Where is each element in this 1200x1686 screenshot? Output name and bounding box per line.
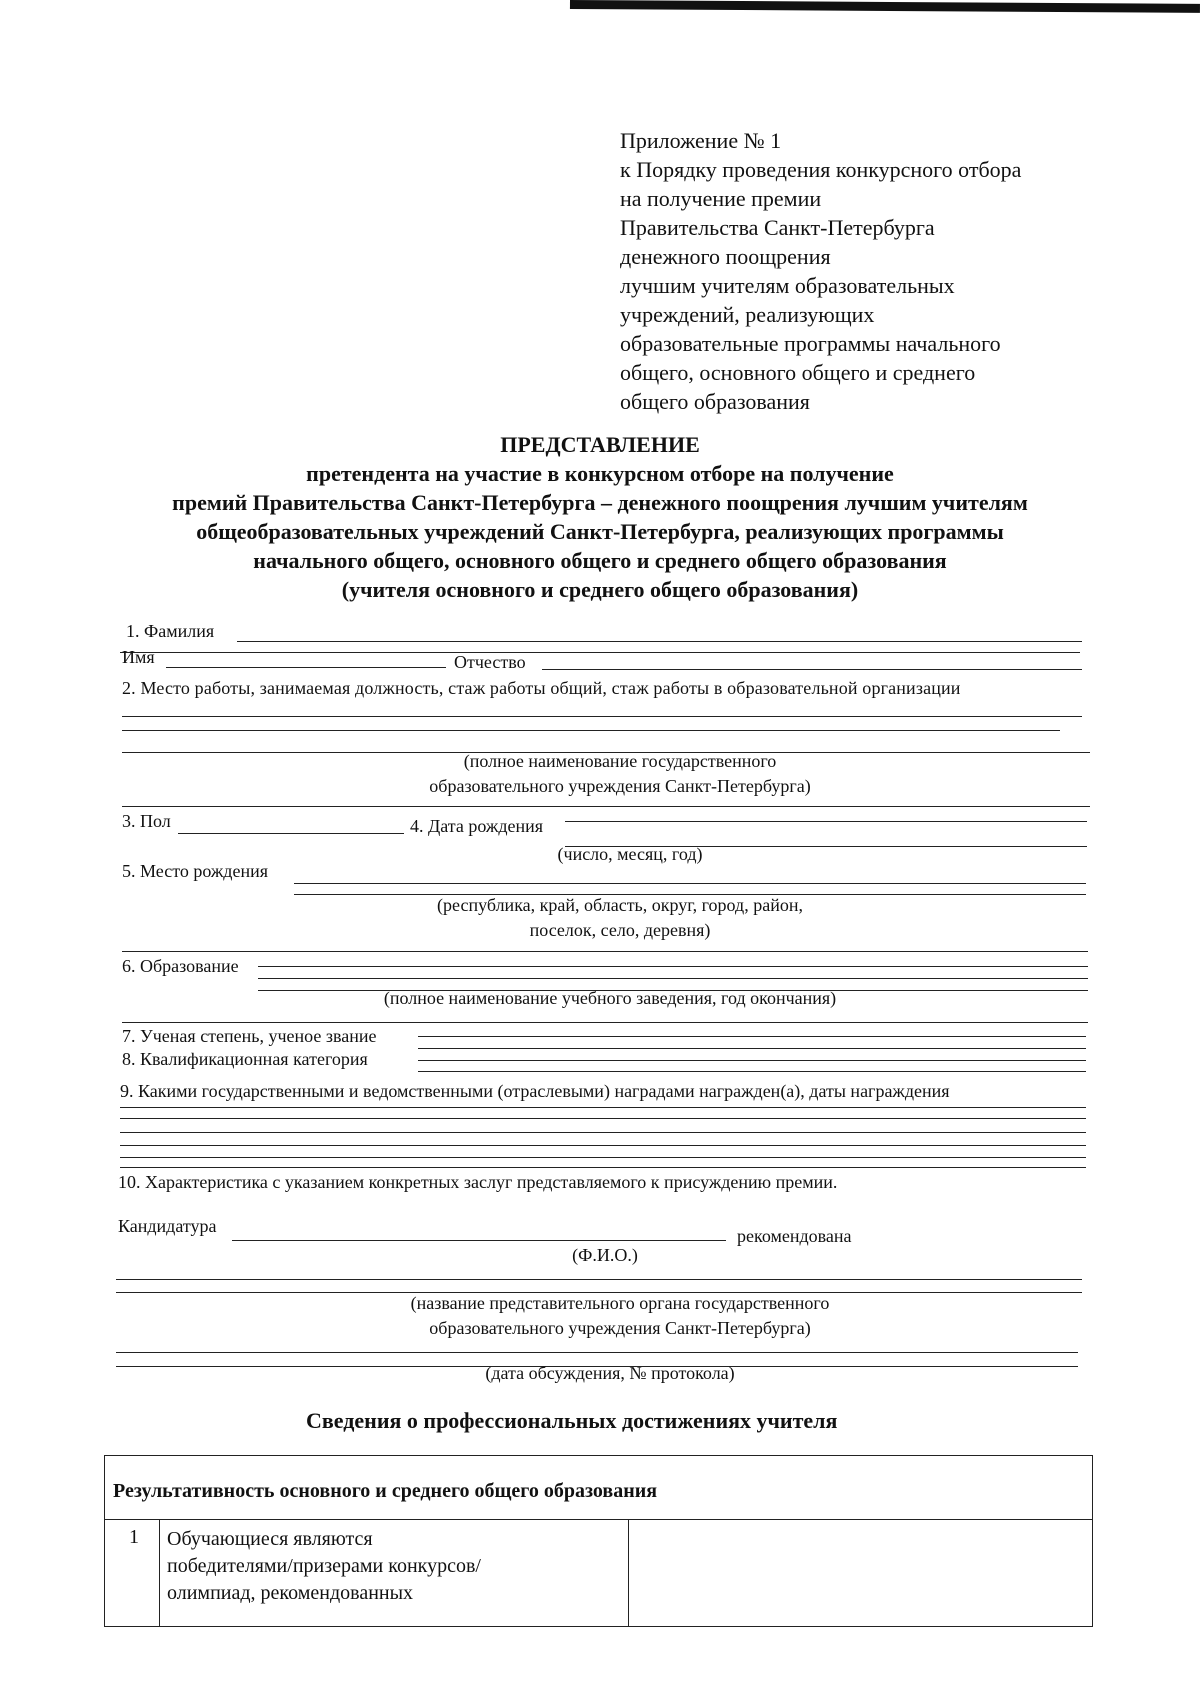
row-value-cell[interactable] [637,1526,1082,1616]
qualification-label: 8. Квалификационная категория [122,1049,368,1069]
appendix-line: общего образования [620,389,810,414]
appendix-line: образовательные программы начального [620,331,1001,356]
awards-field[interactable] [120,1107,1086,1108]
separator-line [120,652,1080,653]
workplace-field[interactable] [122,730,1060,731]
table-section-header: Результативность основного и среднего общего образования [113,1480,658,1502]
document-title [100,430,1100,604]
birth-place-label: 5. Место рождения [122,861,269,881]
workplace-hint: образовательного учреждения Санкт-Петербурга) [429,776,811,796]
appendix-line: Правительства Санкт-Петербурга [620,215,935,240]
recommended-label: рекомендована [737,1226,852,1246]
birth-date-hint: (число, месяц, год) [557,844,703,864]
awards-field[interactable] [120,1157,1086,1158]
date-protocol-field[interactable] [116,1352,1078,1353]
education-field[interactable] [258,966,1088,967]
workplace-field[interactable] [122,806,1090,807]
workplace-hint: (полное наименование государственного [463,751,777,771]
row-text-line: победителями/призерами конкурсов/ [167,1555,481,1577]
awards-label: 9. Какими государственными и ведомственными (отраслевыми) наградами награжден(а), даты награждения [120,1081,950,1101]
appendix-line: лучшим учителям образовательных [620,273,955,298]
table-divider [628,1519,629,1626]
gender-label: 3. Пол [122,811,171,831]
degree-label: 7. Ученая степень, ученое звание [122,1026,377,1046]
surname-label: 1. Фамилия [126,621,215,641]
birth-place-field[interactable] [122,951,1088,952]
title-line: премий Правительства Санкт-Петербурга – денежного поощрения лучшим учителям [172,490,1028,515]
title-line: начального общего, основного общего и среднего общего образования [253,548,947,573]
fio-hint: (Ф.И.О.) [572,1245,638,1265]
education-field[interactable] [122,1022,1088,1023]
table-divider [105,1519,1092,1520]
gender-field[interactable] [178,833,404,834]
table-row [167,1526,481,1607]
degree-field[interactable] [418,1036,1086,1037]
organ-hint: (название представительного органа государственного [410,1293,830,1313]
appendix-line: на получение премии [620,186,822,211]
qualification-field[interactable] [418,1071,1086,1072]
qualification-field[interactable] [418,1060,1086,1061]
awards-field[interactable] [120,1118,1086,1119]
organ-hint: образовательного учреждения Санкт-Петербурга) [429,1318,811,1338]
name-field[interactable] [166,667,446,668]
workplace-label: 2. Место работы, занимаемая должность, стаж работы общий, стаж работы в образовательной организации [122,678,961,698]
birth-date-field[interactable] [565,821,1087,822]
workplace-field[interactable] [122,716,1082,717]
candidate-fio-field[interactable] [232,1240,726,1241]
education-hint: (полное наименование учебного заведения, год окончания) [383,988,837,1008]
patronymic-label: Отчество [454,652,526,672]
candidacy-label: Кандидатура [118,1216,217,1236]
appendix-line: денежного поощрения [620,244,831,269]
appendix-line: Приложение № 1 [620,128,782,153]
organ-field[interactable] [116,1279,1082,1280]
achievements-table [104,1455,1093,1627]
table-divider [159,1519,160,1626]
scan-edge [570,0,1200,13]
birth-place-hint: (республика, край, область, округ, город, район, [437,895,803,915]
row-number: 1 [129,1526,139,1548]
title-line: ПРЕДСТАВЛЕНИЕ [500,432,700,457]
birth-date-label: 4. Дата рождения [410,816,544,836]
title-line: общеобразовательных учреждений Санкт-Петербурга, реализующих программы [196,519,1004,544]
appendix-header [620,126,1021,416]
awards-field[interactable] [120,1132,1086,1133]
awards-field[interactable] [120,1167,1086,1168]
degree-field[interactable] [418,1048,1086,1049]
characteristic-label: 10. Характеристика с указанием конкретных заслуг представляемого к присуждению премии. [118,1172,838,1192]
birth-place-hint: поселок, село, деревня) [529,920,711,940]
title-line: (учителя основного и среднего общего образования) [341,577,859,602]
title-line: претендента на участие в конкурсном отборе на получение [306,461,894,486]
appendix-line: общего, основного общего и среднего [620,360,976,385]
patronymic-field[interactable] [542,669,1082,670]
surname-field[interactable] [237,641,1082,642]
name-label: Имя [122,647,155,667]
education-field[interactable] [258,978,1088,979]
awards-field[interactable] [120,1145,1086,1146]
birth-place-field[interactable] [294,883,1086,884]
row-text-line: Обучающиеся являются [167,1528,373,1550]
appendix-line: учреждений, реализующих [620,302,875,327]
row-text-line: олимпиад, рекомендованных [167,1582,414,1604]
date-hint: (дата обсуждения, № протокола) [485,1363,735,1383]
education-label: 6. Образование [122,956,239,976]
achievements-heading: Сведения о профессиональных достижениях учителя [306,1408,838,1433]
appendix-line: к Порядку проведения конкурсного отбора [620,157,1022,182]
